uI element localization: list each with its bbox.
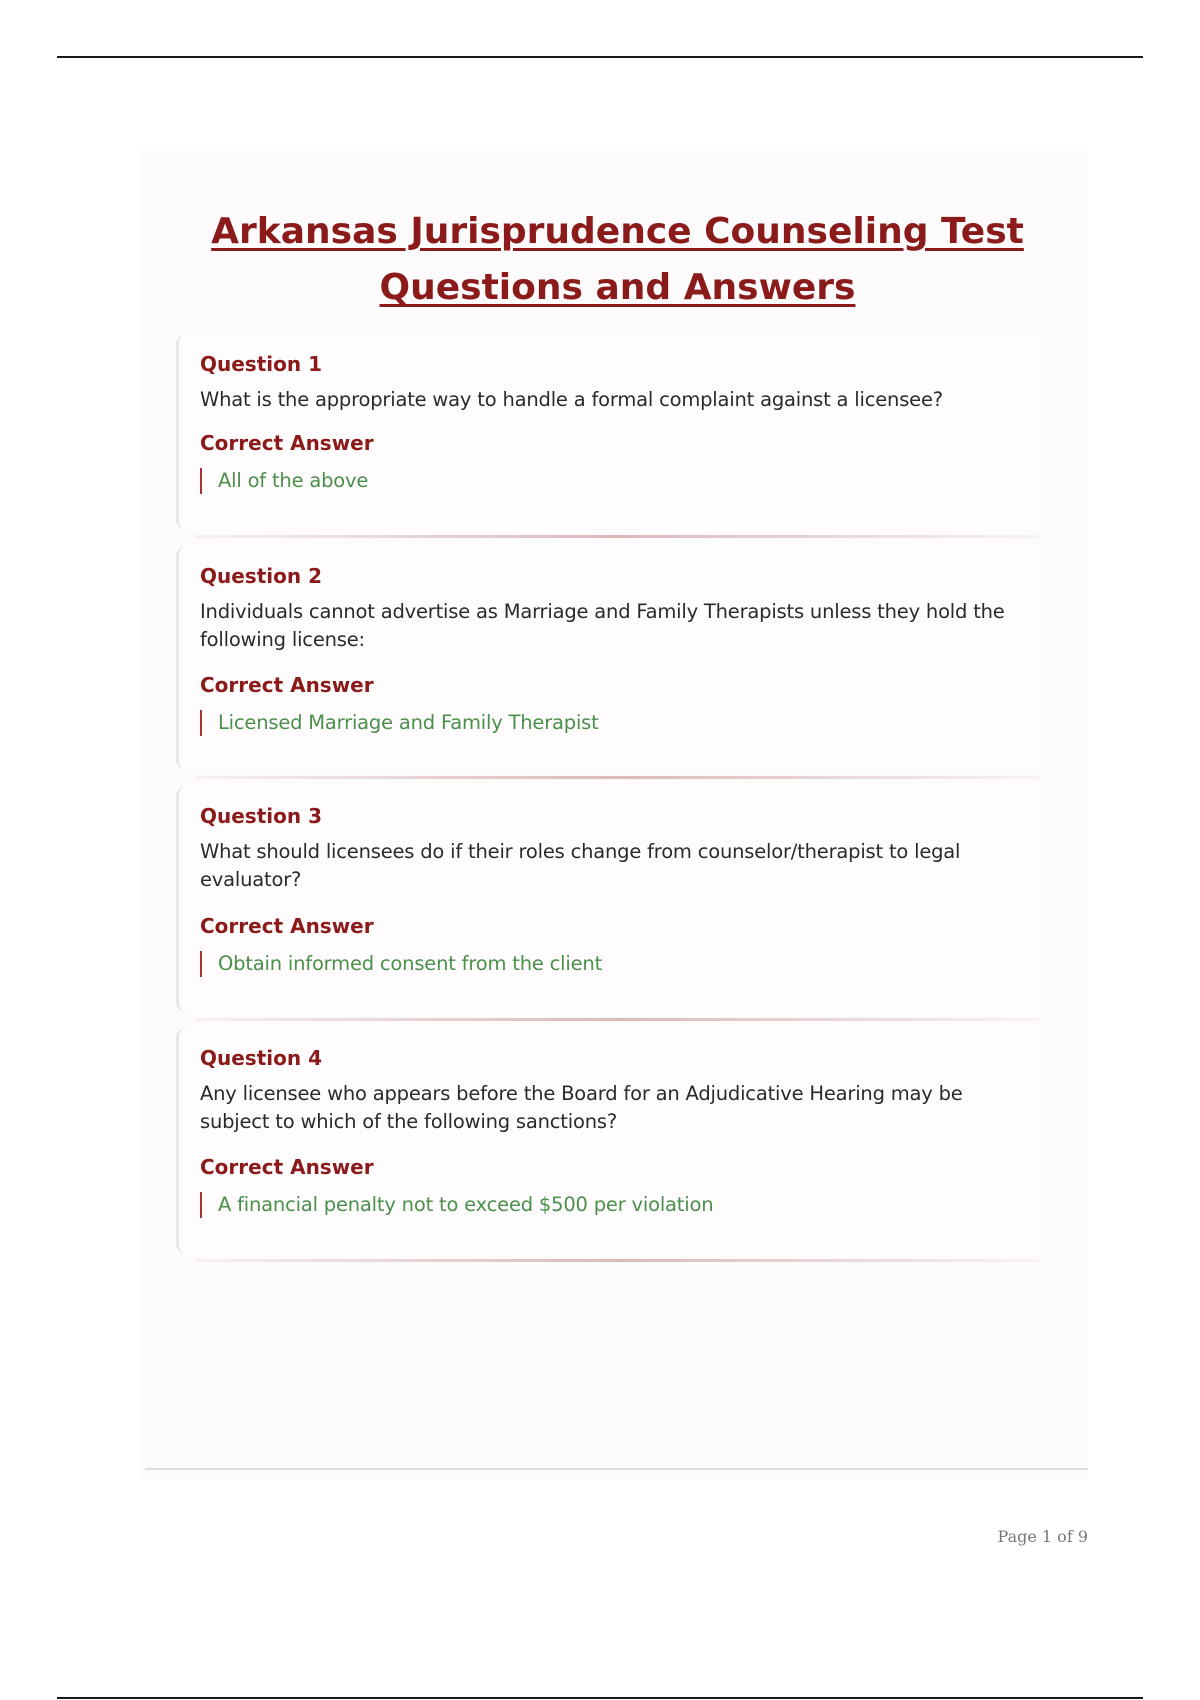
question-card bbox=[176, 786, 1040, 1012]
footer-rule bbox=[145, 1468, 1088, 1470]
answer-text: Licensed Marriage and Family Therapist bbox=[200, 710, 599, 736]
question-card bbox=[176, 1028, 1040, 1254]
question-label: Question 3 bbox=[200, 804, 322, 828]
question-separator bbox=[195, 1259, 1040, 1262]
bottom-border-rule bbox=[57, 1697, 1143, 1699]
top-border-rule bbox=[57, 56, 1143, 58]
question-label: Question 1 bbox=[200, 352, 322, 376]
answer-text: Obtain informed consent from the client bbox=[200, 951, 602, 977]
question-text: What should licensees do if their roles change from counselor/therapist to legal evaluator? bbox=[200, 840, 961, 891]
answer-label: Correct Answer bbox=[200, 673, 374, 697]
question-card bbox=[176, 334, 1040, 530]
document-title bbox=[140, 204, 1095, 316]
answer-text: A financial penalty not to exceed $500 per violation bbox=[200, 1192, 713, 1218]
question-separator bbox=[195, 776, 1040, 779]
answer-text: All of the above bbox=[200, 468, 368, 494]
question-card bbox=[176, 546, 1040, 770]
page-number: Page 1 of 9 bbox=[997, 1527, 1088, 1546]
answer-label: Correct Answer bbox=[200, 914, 374, 938]
question-text: What is the appropriate way to handle a formal complaint against a licensee? bbox=[200, 388, 943, 411]
answer-label: Correct Answer bbox=[200, 431, 374, 455]
question-separator bbox=[195, 1018, 1040, 1021]
document-title-line-2: Questions and Answers bbox=[379, 267, 856, 308]
answer-label: Correct Answer bbox=[200, 1155, 374, 1179]
question-label: Question 4 bbox=[200, 1046, 322, 1070]
question-text: Any licensee who appears before the Board for an Adjudicative Hearing may be subject to which of the following sanctions? bbox=[200, 1082, 963, 1133]
question-text: Individuals cannot advertise as Marriage and Family Therapists unless they hold the following license: bbox=[200, 600, 1005, 651]
question-label: Question 2 bbox=[200, 564, 322, 588]
document-title-line-1: Arkansas Jurisprudence Counseling Test bbox=[211, 211, 1024, 252]
question-separator bbox=[195, 535, 1040, 538]
